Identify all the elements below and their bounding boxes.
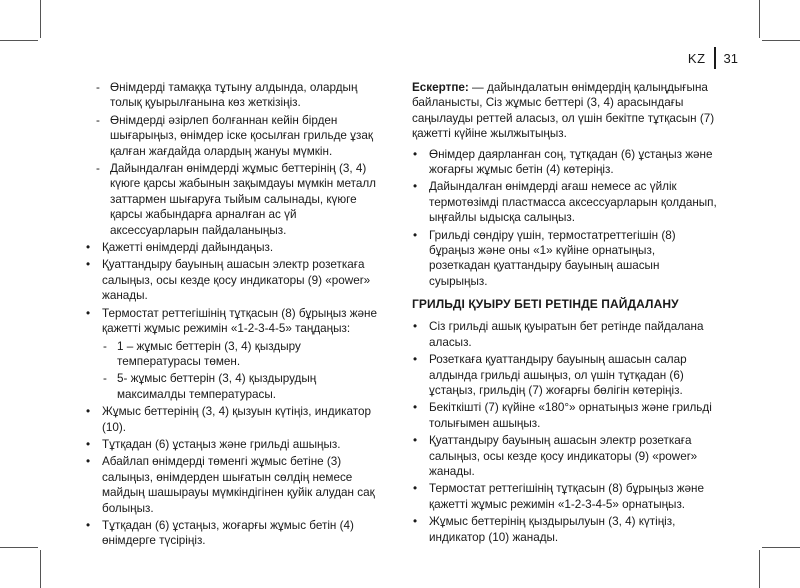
crop-mark xyxy=(40,550,41,588)
crop-mark xyxy=(40,0,41,38)
bullet-list xyxy=(412,319,718,545)
list-item: - 5- жұмыс беттерін (3, 4) қыздырудың максималды температурасы. xyxy=(102,371,380,402)
crop-mark xyxy=(762,40,800,41)
dash-list xyxy=(95,80,380,238)
sub-dash-list xyxy=(102,339,380,403)
crop-mark xyxy=(759,550,760,588)
list-item: • Қажетті өнімдерді дайындаңыз. xyxy=(85,240,380,255)
list-item: • Абайлап өнімдерді төменгі жұмыс бетіне (3) салыңыз, өнімдерден шығатын сөлдің немесе майдың шашырауы мүмкіндігінен қуйік алудан сақ болыңыз. xyxy=(85,454,380,516)
list-item: • Өнімдер даярланған соң, тұтқадан (6) ұстаңыз және жоғарғы жұмыс бетін (4) көтеріңіз. xyxy=(412,147,718,178)
list-item: • Розеткаға қуаттандыру бауының ашасын салар алдында грильді ашыңыз, ол үшін тұтқадан (6) ұстаңыз, грильдің (7) жоғарғы бөлігін көтеріңіз. xyxy=(412,352,718,398)
list-item: • Термостат реттегішінің тұтқасын (8) бұрыңыз және қажетті жұмыс режимін «1-2-3-4-5» орнатыңыз. xyxy=(412,481,718,512)
list-item: • Дайындалған өнімдерді ағаш немесе ас үйлік термотөзімді пластмасса аксессуарларын қолданып, ыңғайлы ыдысқа салыңыз. xyxy=(412,179,718,225)
note-paragraph xyxy=(412,80,718,142)
note-label: Ескертпе: xyxy=(412,81,469,94)
section-heading: ГРИЛЬДІ ҚУЫРУ БЕТІ РЕТІНДЕ ПАЙДАЛАНУ xyxy=(412,297,679,312)
note-text: — дайындалатын өнімдердің қалыңдығына байланысты, Сіз жұмыс беттері (3, 4) арасындағы саңылауды реттей аласыз, ол үшін бекітпе тұтқасын (7) қажетті күйіне жылжытыңыз. xyxy=(412,81,715,141)
list-item xyxy=(85,306,380,402)
language-code: KZ xyxy=(687,50,706,66)
bullet-list xyxy=(412,147,718,290)
right-column xyxy=(412,80,718,547)
list-item: • Жұмыс беттерінің қыздырылуын (3, 4) күтіңіз, индикатор (10) жанады. xyxy=(412,514,718,545)
list-item: - Өнімдерді әзірлеп болғаннан кейін бірден шығарыңыз, өнімдер іске қосылған грильде ұзақ қалған жағдайда олардың жануы мүмкін. xyxy=(95,113,380,159)
list-item: • Сіз грильді ашық қуыратын бет ретінде пайдалана аласыз. xyxy=(412,319,718,350)
list-item: • Тұтқадан (6) ұстаңыз және грильді ашыңыз. xyxy=(85,437,380,452)
list-item: • Тұтқадан (6) ұстаңыз, жоғарғы жұмыс бетін (4) өнімдерге түсіріңіз. xyxy=(85,518,380,549)
list-item: - 1 – жұмыс беттерін (3, 4) қыздыру температурасы төмен. xyxy=(102,339,380,370)
page-number: 31 xyxy=(723,50,738,66)
list-item: • Бекіткішті (7) күйіне «180°» орнатыңыз және грильді толығымен ашыңыз. xyxy=(412,400,718,431)
crop-mark xyxy=(0,547,38,548)
list-item: - Өнімдерді тамаққа тұтыну алдында, олардың толық қуырылғанына көз жеткізіңіз. xyxy=(95,80,380,111)
list-item: • Қуаттандыру бауының ашасын электр розеткаға салыңыз, осы кезде қосу индикаторы (9) «power» жанады. xyxy=(85,257,380,303)
left-column xyxy=(85,80,380,551)
page-header xyxy=(688,46,738,70)
crop-mark xyxy=(762,547,800,548)
list-item-text: Термостат реттегішінің тұтқасын (8) бұрыңыз және қажетті жұмыс режимін «1-2-3-4-5» таңдаңыз: xyxy=(102,306,378,336)
crop-mark xyxy=(0,40,38,41)
crop-mark xyxy=(759,0,760,38)
list-item: - Дайындалған өнімдерді жұмыс беттерінің (3, 4) күюге қарсы жабынын зақымдауы мүмкін металл заттармен шығаруға тыйым салынады, күюге қарсы жабындарға арналған ас үй аксессуарларын пайдаланыңыз. xyxy=(95,161,380,238)
list-item: • Қуаттандыру бауының ашасын электр розеткаға салыңыз, осы кезде қосу индикаторы (9) «power» жанады. xyxy=(412,433,718,479)
list-item: • Жұмыс беттерінің (3, 4) қызуын күтіңіз, индикатор (10). xyxy=(85,404,380,435)
list-item: • Грильді сөндіру үшін, термостатреттегішін (8) бұраңыз және оны «1» күйіне орнатыңыз, розеткадан қуаттандыру бауының ашасын суырыңыз. xyxy=(412,228,718,290)
bullet-list xyxy=(85,240,380,549)
